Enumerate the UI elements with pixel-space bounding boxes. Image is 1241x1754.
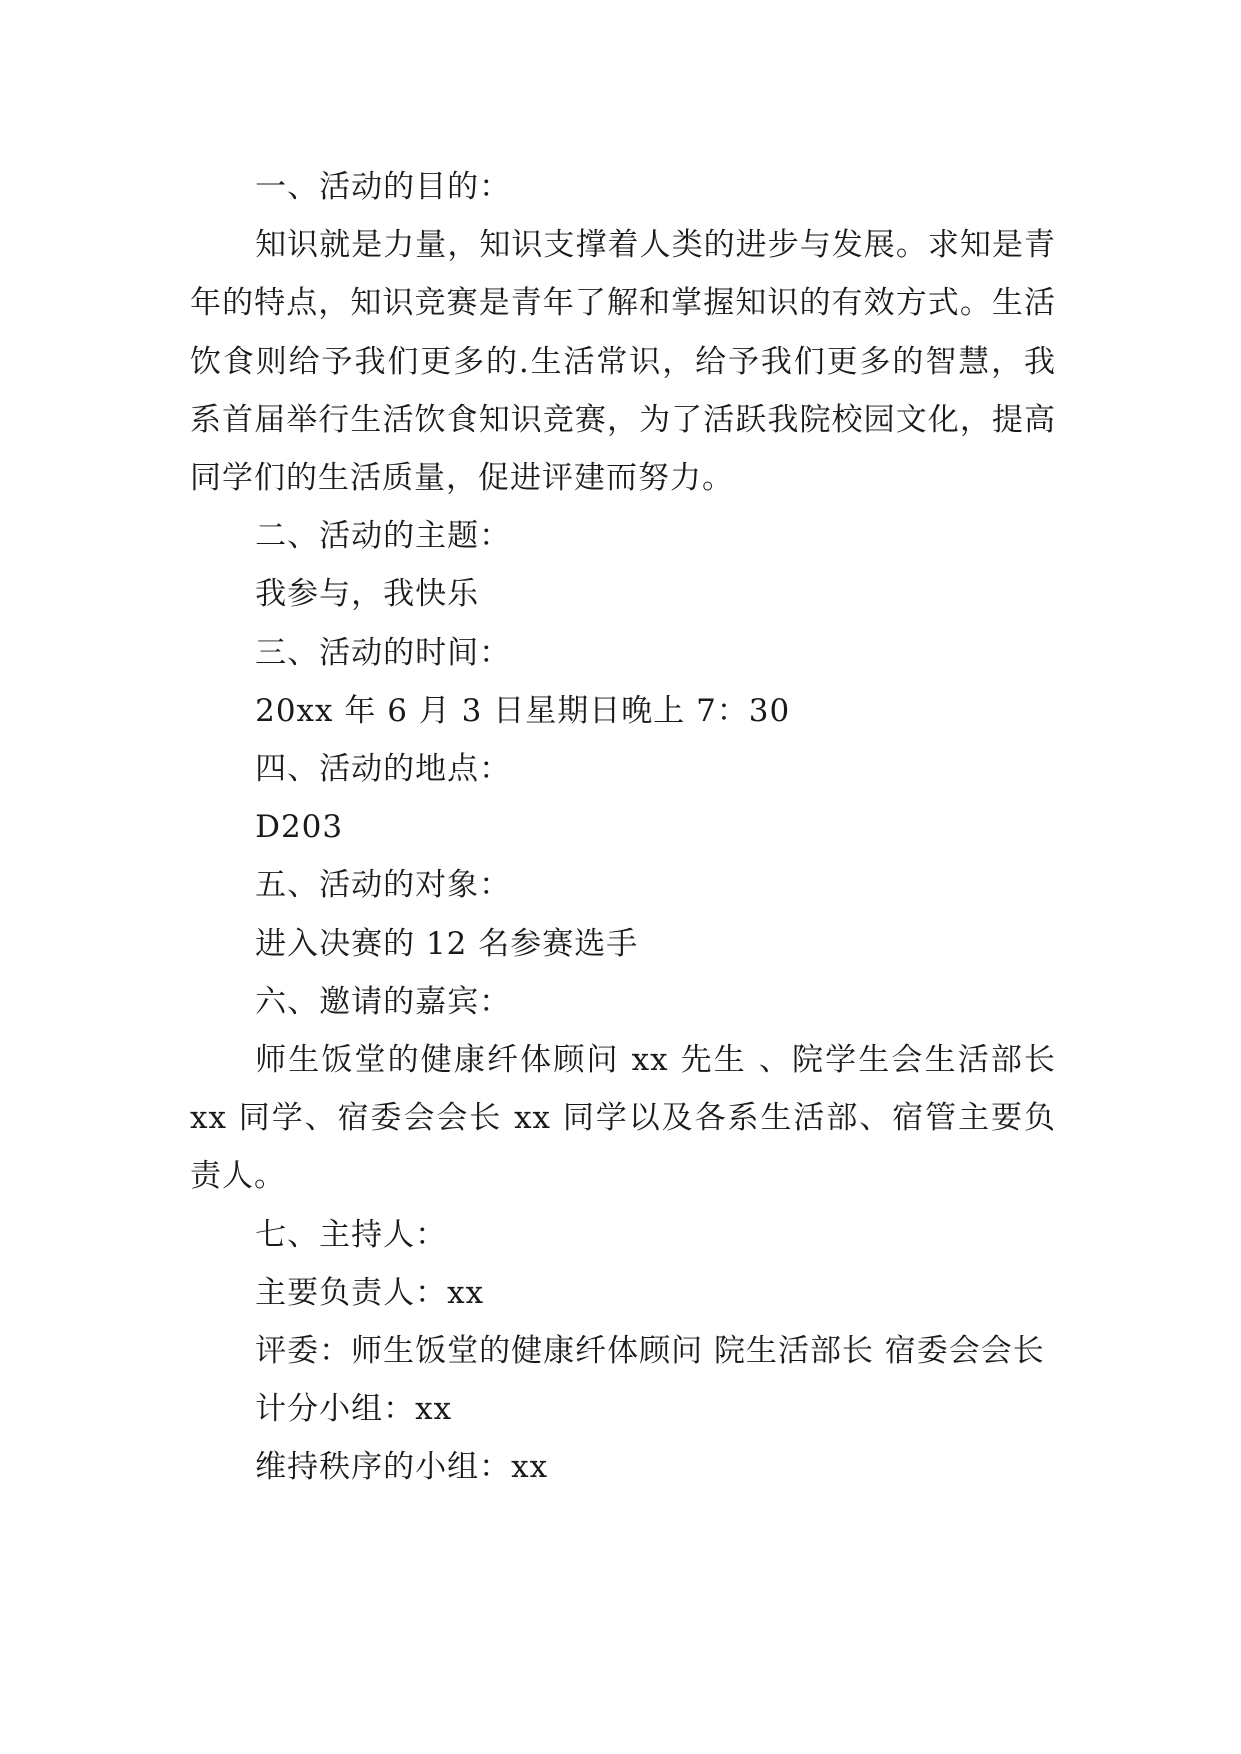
section-heading-host: 七、主持人：	[255, 1216, 448, 1253]
section-heading-guests: 六、邀请的嘉宾：	[255, 983, 512, 1020]
section-heading-theme: 二、活动的主题：	[255, 518, 512, 555]
theme-text: 我参与，我快乐	[255, 576, 480, 613]
guests-paragraph: 师生饭堂的健康纤体顾问 xx 先生 、院学生会生活部长 xx 同学、宿委会会长 xx 同学以及各系生活部、宿管主要负责人。	[190, 1042, 1056, 1195]
order-group-text: 维持秩序的小组：xx	[255, 1449, 549, 1486]
judges-text: 评委：师生饭堂的健康纤体顾问 院生活部长 宿委会会长	[255, 1333, 1045, 1370]
section-heading-purpose: 一、活动的目的：	[255, 169, 512, 205]
document-page	[190, 158, 1056, 1497]
purpose-paragraph: 知识就是力量，知识支撑着人类的进步与发展。求知是青年的特点，知识竞赛是青年了解和掌握知识的有效方式。生活饮食则给予我们更多的.生活常识，给予我们更多的智慧，我系首届举行生活饮食知识竞赛，为了活跃我院校园文化，提高同学们的生活质量，促进评建而努力。	[190, 227, 1056, 497]
host-lead-text: 主要负责人：xx	[255, 1274, 485, 1311]
section-heading-audience: 五、活动的对象：	[255, 867, 512, 904]
time-text: 20xx 年 6 月 3 日星期日晚上 7：30	[255, 692, 791, 729]
scoring-group-text: 计分小组：xx	[255, 1391, 453, 1428]
location-text: D203	[255, 809, 344, 846]
audience-text: 进入决赛的 12 名参赛选手	[255, 925, 639, 962]
section-heading-time: 三、活动的时间：	[255, 634, 512, 671]
section-heading-location: 四、活动的地点：	[255, 751, 512, 788]
